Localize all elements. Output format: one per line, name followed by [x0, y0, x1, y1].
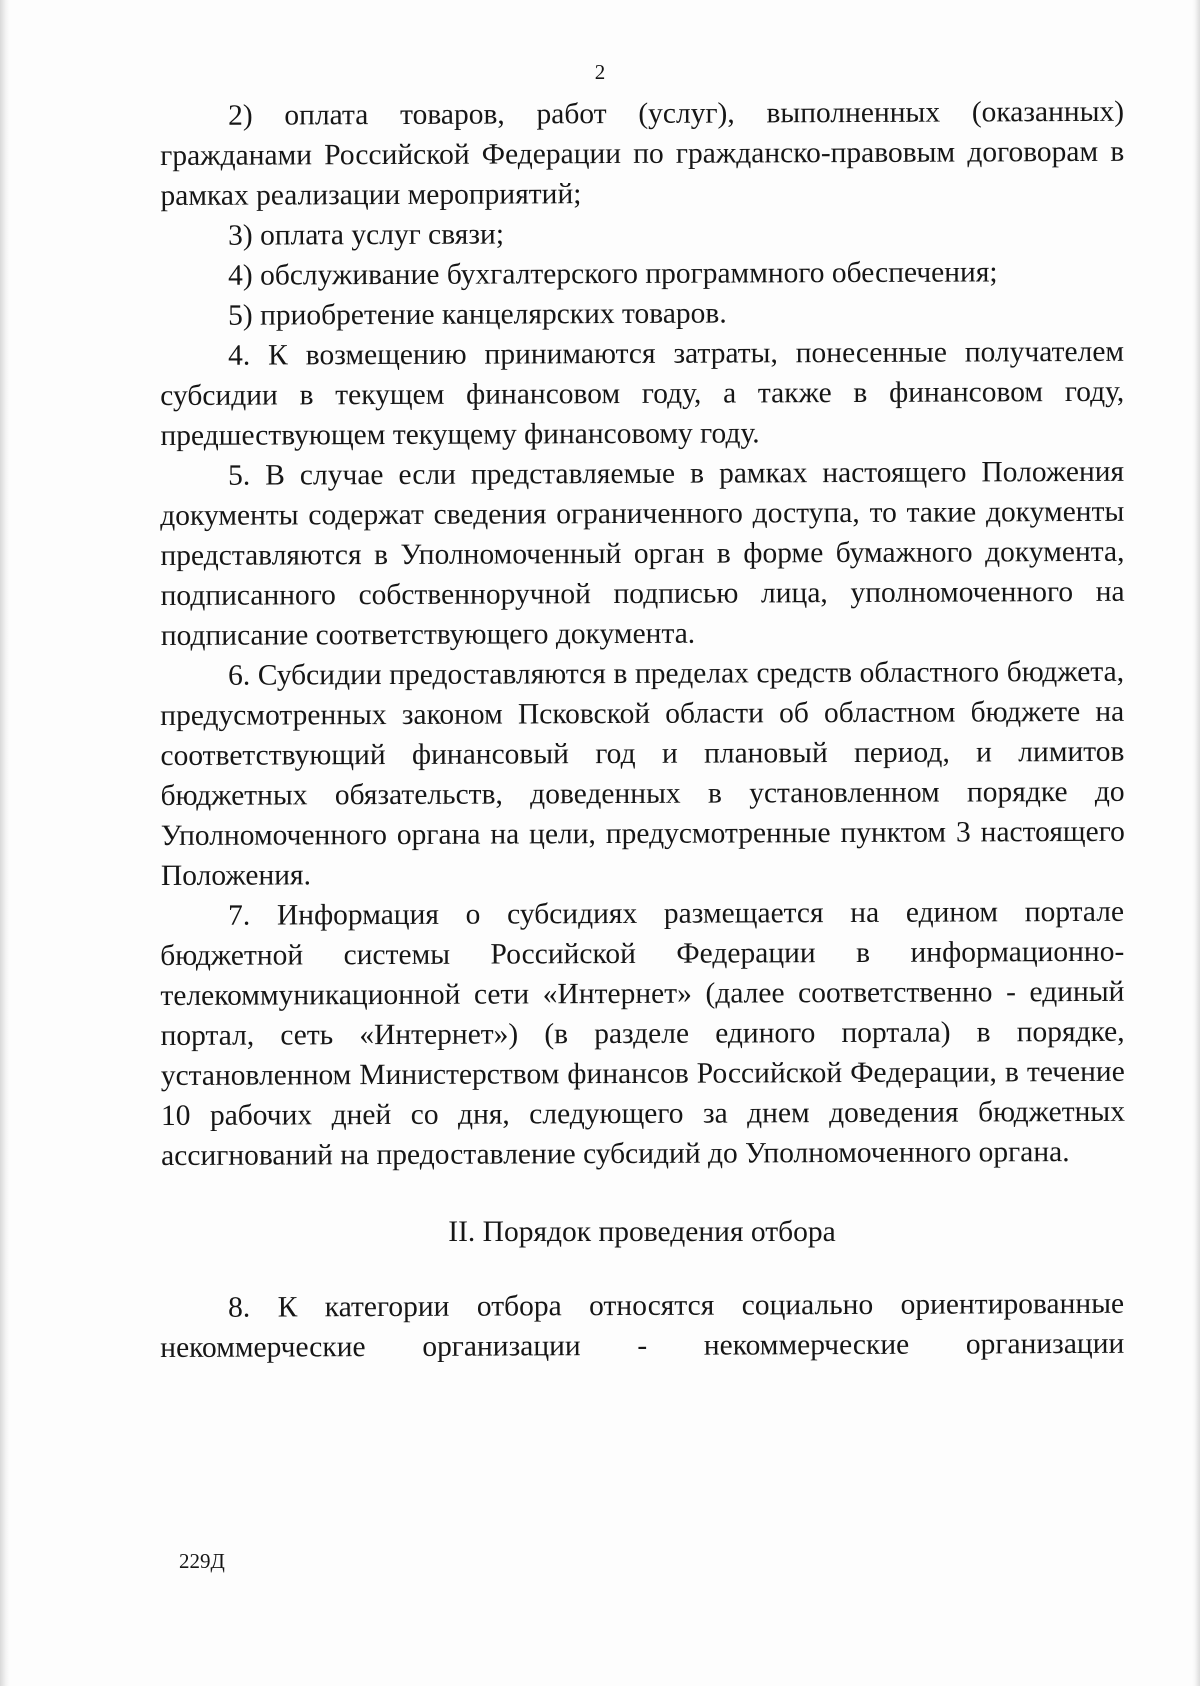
document-body	[160, 96, 1124, 1368]
section-heading: II. Порядок проведения отбора	[448, 1216, 836, 1248]
paragraph-5: 5. В случае если представляемые в рамках настоящего Положения документы содержат сведения ограниченного доступа, то такие документы представляются в Уполномоченный орган в форме бумажного документа, подписанного собственноручной подписью лица, уполномоченного на подписание соответствующего документа.	[160, 455, 1125, 652]
paragraph-7: 7. Информация о субсидиях размещается на едином портале бюджетной системы Российской Федерации в информационно-телекоммуникационной сети «Интернет» (далее соответственно - единый портал, сеть «Интернет») (в разделе единого портала) в порядке, установленном Министерством финансов Российской Федерации, в течение 10 рабочих дней со дня, следующего за днем доведения бюджетных ассигнований на предоставление субсидий до Уполномоченного органа.	[160, 895, 1126, 1172]
paragraph-item-5: 5) приобретение канцелярских товаров.	[228, 297, 727, 332]
paragraph-item-2: 2) оплата товаров, работ (услуг), выполненных (оказанных) гражданами Российской Федерации по гражданско-правовым договорам в рамках реализации мероприятий;	[160, 95, 1125, 212]
paragraph-item-4: 4) обслуживание бухгалтерского программного обеспечения;	[228, 256, 998, 292]
paragraph-4: 4. К возмещению принимаются затраты, понесенные получателем субсидии в текущем финансовом году, а также в финансовом году, предшествующем текущему финансовому году.	[160, 335, 1125, 452]
paragraph-6: 6. Субсидии предоставляются в пределах средств областного бюджета, предусмотренных законом Псковской области об областном бюджете на соответствующий финансовый год и плановый период, и лимитов бюджетных обязательств, доведенных в установленном порядке до Уполномоченного органа на цели, предусмотренные пунктом 3 настоящего Положения.	[160, 655, 1125, 892]
page-number: 2	[594, 60, 606, 84]
paragraph-8: 8. К категории отбора относятся социально ориентированные некоммерческие организации - некоммерческие организации	[160, 1287, 1125, 1364]
paragraph-item-3: 3) оплата услуг связи;	[228, 218, 505, 252]
document-code: 229Д	[179, 1549, 225, 1573]
scan-edge-right	[1192, 0, 1200, 1686]
scan-edge-left	[0, 0, 10, 1686]
